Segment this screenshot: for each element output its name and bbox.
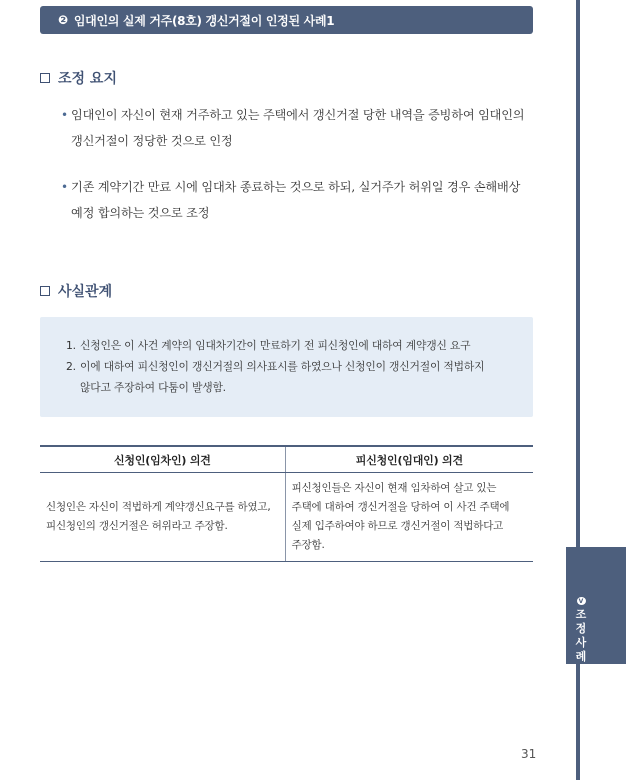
summary-heading bbox=[40, 68, 117, 88]
section-number: ❷ bbox=[58, 13, 68, 27]
fact-item-2 bbox=[66, 356, 513, 398]
summary-heading-text: 조정 요지 bbox=[58, 71, 117, 87]
side-tab-char: 조 bbox=[575, 608, 587, 621]
facts-heading bbox=[40, 281, 112, 301]
table-header-row bbox=[40, 446, 533, 473]
page-number: 31 bbox=[521, 747, 537, 761]
summary-item-1-line-2: 갱신거절이 정당한 것으로 인정 bbox=[71, 134, 233, 148]
summary-item-2 bbox=[61, 174, 533, 226]
applicant-opinion-line: 피신청인의 갱신거절은 허위라고 주장함. bbox=[46, 520, 228, 532]
side-tab-char: 례 bbox=[575, 650, 587, 663]
fact-item-2-line-2: 않다고 주장하여 다툼이 발생함. bbox=[80, 381, 226, 394]
summary-item-1-line-1: 임대인이 자신이 현재 거주하고 있는 주택에서 갱신거절 당한 내역을 증빙하여 임대인의 bbox=[71, 108, 525, 122]
applicant-opinion-header: 신청인(임차인) 의견 bbox=[40, 446, 285, 473]
applicant-opinion-line: 신청인은 자신이 적법하게 계약갱신요구를 하였고, bbox=[46, 501, 271, 513]
respondent-opinion-header: 피신청인(임대인) 의견 bbox=[285, 446, 533, 473]
summary-item-1 bbox=[61, 102, 533, 154]
respondent-opinion-line: 피신청인들은 자신이 현재 임차하여 살고 있는 bbox=[291, 482, 497, 494]
respondent-opinion-line: 실제 입주하여야 하므로 갱신거절이 적법하다고 bbox=[291, 520, 504, 532]
square-bullet-icon bbox=[40, 286, 50, 296]
respondent-opinion-cell bbox=[285, 473, 533, 562]
side-tab-char: 사 bbox=[575, 636, 587, 649]
section-title: 임대인의 실제 거주(8호) 갱신거절이 인정된 사례1 bbox=[73, 13, 335, 28]
applicant-opinion-cell bbox=[40, 473, 285, 562]
fact-item-2-line-1: 이에 대하여 피신청인이 갱신거절의 의사표시를 하였으나 신청인이 갱신거절이 적법하지 bbox=[80, 360, 485, 373]
side-tab-char: 정 bbox=[575, 622, 587, 635]
facts-heading-text: 사실관계 bbox=[58, 284, 113, 300]
section-header-bar bbox=[40, 6, 533, 34]
fact-number: 1. bbox=[66, 339, 76, 352]
square-bullet-icon bbox=[40, 73, 50, 83]
table-row bbox=[40, 473, 533, 562]
respondent-opinion-line: 주장함. bbox=[291, 539, 325, 551]
respondent-opinion-line: 주택에 대하여 갱신거절을 당하여 이 사건 주택에 bbox=[291, 501, 510, 513]
fact-item-1 bbox=[66, 335, 513, 356]
fact-number: 2. bbox=[66, 360, 76, 373]
chapter-side-tab bbox=[566, 547, 626, 664]
summary-item-2-line-2: 예정 합의하는 것으로 조정 bbox=[71, 206, 210, 220]
chapter-roman-icon: V bbox=[577, 597, 586, 605]
facts-box bbox=[40, 317, 533, 417]
bullet-dot-icon: • bbox=[61, 180, 68, 194]
fact-item-1-line-1: 신청인은 이 사건 계약의 임대차기간이 만료하기 전 피신청인에 대하여 계약갱신 요구 bbox=[80, 339, 471, 352]
opinions-table bbox=[40, 445, 533, 562]
summary-item-2-line-1: 기존 계약기간 만료 시에 임대차 종료하는 것으로 하되, 실거주가 허위일 경우 손해배상 bbox=[71, 180, 521, 194]
bullet-dot-icon: • bbox=[61, 108, 68, 122]
